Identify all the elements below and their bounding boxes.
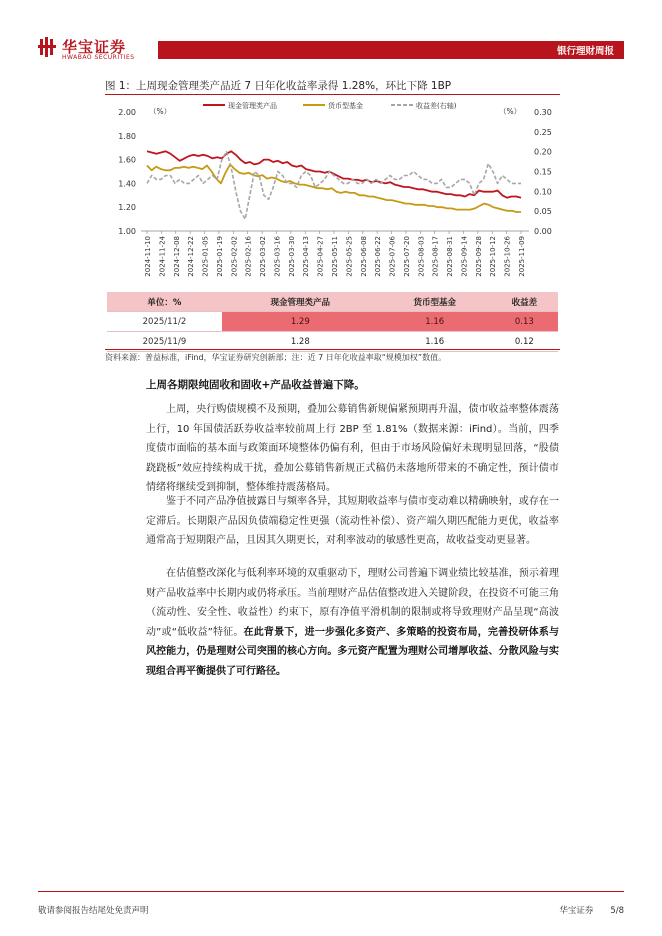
- y2-axis-unit: （%）: [499, 107, 522, 116]
- y2-tick-label: 0.15: [534, 167, 552, 177]
- x-tick-label: 2025-10-26: [503, 236, 512, 277]
- y-tick-label: 1.60: [118, 155, 136, 165]
- table-cell: 1.28: [222, 332, 379, 352]
- page-header: [0, 0, 662, 66]
- x-tick-label: 2025-01-19: [215, 236, 224, 277]
- y2-tick-label: 0.05: [534, 207, 552, 217]
- x-tick-label: 2025-06-22: [374, 236, 383, 277]
- y-axis-unit: （%）: [149, 107, 172, 116]
- footer-divider: [38, 891, 624, 892]
- y2-tick-label: 0.00: [534, 227, 552, 236]
- paragraph-3: [146, 564, 559, 681]
- x-tick-label: 2025-05-25: [345, 236, 354, 277]
- table-header-cell: 单位：%: [107, 292, 222, 312]
- table-cell-date: 2025/11/2: [107, 312, 222, 332]
- x-tick-label: 2025-10-12: [489, 236, 498, 277]
- x-tick-label: 2025-07-20: [402, 236, 411, 277]
- x-tick-label: 2025-02-16: [244, 236, 253, 277]
- paragraph-plain-text: 在估值整改深化与低利率环境的双重驱动下，理财公司普遍下调业绩比较基准，预示着理财产品收益率中长期内或仍将承压。当前理财产品估值整改进入关键阶段，在投资不可能三角（流动性、安全性、收益性）约束下，原有净值平滑机制的限制或将导致理财产品呈现“高波动”或“低收益”特征。: [146, 568, 559, 638]
- y-tick-label: 1.20: [118, 203, 136, 213]
- paragraph-text: 上周，央行购债规模不及预期，叠加公募销售新规偏紧预期再升温，债市收益率整体震荡上行，10 年国债活跃券收益率较前周上行 2BP 至 1.81%（数据来源：iFind）。当前，四季度债市面临的基本面与政策面环境整体仍偏有利，但由于市场风险偏好未现明显回落，“股债跷跷板”效应持续构成干扰，叠加公募销售新规正式稿仍未落地所带来的不确定性，预计债市情绪将继续受到抑制，整体维持震荡格局。: [146, 404, 559, 493]
- paragraph-2: [146, 492, 559, 551]
- y2-tick-label: 0.20: [534, 147, 552, 157]
- table-header-cell: 收益差: [491, 292, 558, 312]
- table-cell: 1.16: [379, 312, 491, 332]
- disclaimer-note: 敬请参阅报告结尾处免责声明: [38, 906, 149, 916]
- x-tick-label: 2025-01-05: [201, 236, 210, 277]
- legend-label: 现金管理类产品: [228, 102, 277, 110]
- x-tick-label: 2025-03-30: [287, 236, 296, 277]
- y-tick-label: 1.00: [118, 227, 136, 236]
- x-tick-label: 2025-08-03: [417, 236, 426, 277]
- x-tick-label: 2025-03-16: [273, 236, 282, 277]
- paragraph-text: 鉴于不同产品净值披露日与频率各异，其短期收益率与债市变动难以精确映射，或存在一定滞后。长期限产品因负债端稳定性更强（流动性补偿）、资产端久期匹配能力更优，收益率通常高于短期限产品，且因其久期更长，对利率波动的敏感性更高，故收益变动更显著。: [146, 496, 559, 546]
- x-tick-label: 2024-11-10: [144, 236, 152, 277]
- x-tick-label: 2025-05-11: [331, 236, 339, 277]
- x-tick-label: 2025-06-08: [359, 236, 368, 277]
- section-heading: 上周各期限纯固收和固收+产品收益普遍下降。: [146, 379, 365, 391]
- caption-divider: [105, 94, 560, 95]
- page-footer-info: 华宝证券 5/8: [559, 906, 624, 916]
- table-header-row: [107, 292, 558, 312]
- x-tick-label: 2025-04-13: [302, 236, 311, 277]
- logo-mark-icon: [38, 36, 60, 58]
- y-tick-label: 1.40: [118, 179, 136, 189]
- legend-label: 货币型基金: [328, 102, 363, 110]
- x-tick-label: 2025-11-09: [518, 236, 526, 277]
- y2-tick-label: 0.30: [534, 108, 552, 117]
- x-tick-label: 2025-07-06: [388, 236, 397, 277]
- table-cell: 1.16: [379, 332, 491, 352]
- series-line-2: [147, 164, 521, 212]
- header-bar: [158, 41, 624, 59]
- x-tick-label: 2025-03-02: [259, 236, 268, 277]
- table-row: [107, 312, 558, 332]
- x-tick-label: 2025-09-14: [460, 236, 469, 277]
- x-tick-label: 2025-08-31: [446, 236, 455, 277]
- table-cell: 1.29: [222, 312, 379, 332]
- y2-tick-label: 0.10: [534, 187, 552, 197]
- y-tick-label: 2.00: [118, 108, 136, 117]
- x-tick-label: 2025-09-28: [474, 236, 483, 277]
- x-tick-label: 2024-11-24: [158, 236, 167, 277]
- table-header-cell: 货币型基金: [379, 292, 491, 312]
- table-header-cell: 现金管理类产品: [222, 292, 379, 312]
- logo-text-cn: 华宝证券: [62, 38, 127, 56]
- paragraph-text: [146, 564, 559, 681]
- report-name: 银行理财周报: [556, 46, 614, 57]
- y2-tick-label: 0.25: [534, 127, 552, 137]
- yield-table: [107, 292, 558, 352]
- table-cell: 0.12: [491, 332, 558, 352]
- x-tick-label: 2025-02-02: [230, 236, 239, 277]
- x-tick-label: 2025-08-17: [431, 236, 440, 277]
- company-logo: [38, 36, 150, 64]
- source-note: 资料来源：普益标准，iFind，华宝证券研究创新部；注：近 7 日年化收益率取“规模加权”数值。: [105, 353, 447, 362]
- figure-caption: 图 1：上周现金管理类产品近 7 日年化收益率录得 1.28%，环比下降 1BP: [105, 80, 452, 92]
- yield-line-chart: [105, 98, 560, 286]
- paragraph-bold-text: 在此背景下，进一步强化多资产、多策略的投资布局，完善投研体系与风控能力，仍是理财公司突围的核心方向。多元资产配置为理财公司增厚收益、分散风险与实现组合再平衡提供了可行路径。: [146, 626, 559, 677]
- x-tick-label: 2025-04-27: [316, 236, 325, 277]
- legend-label: 收益差(右轴): [416, 102, 457, 110]
- table-cell-date: 2025/11/9: [107, 332, 222, 352]
- source-divider: [105, 349, 560, 350]
- table-cell: 0.13: [491, 312, 558, 332]
- paragraph-1: [146, 400, 559, 498]
- x-tick-label: 2024-12-08: [172, 236, 181, 277]
- x-tick-label: 2024-12-22: [187, 236, 196, 277]
- logo-text-en: HWABAO SECURITIES: [62, 54, 135, 61]
- y-tick-label: 1.80: [118, 131, 136, 141]
